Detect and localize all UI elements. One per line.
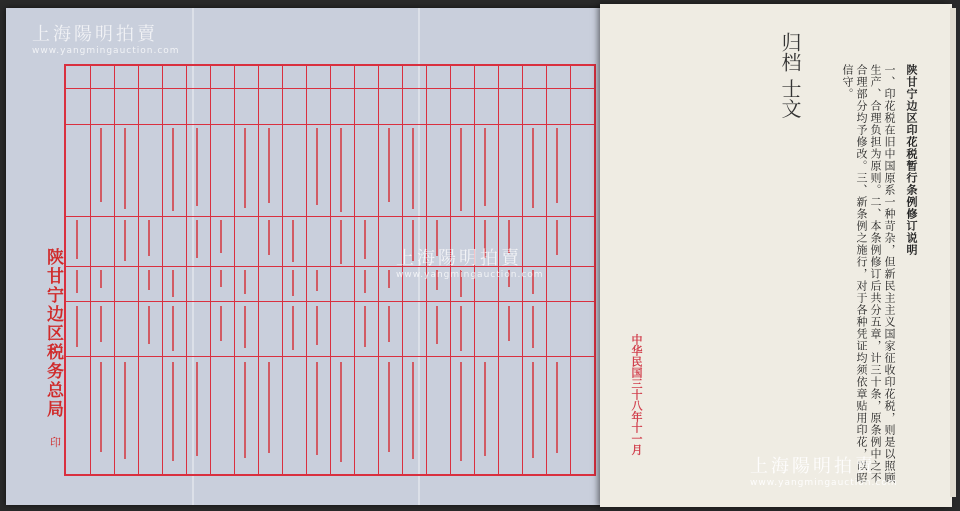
margin-note: 归档 士文 [778, 32, 802, 119]
table-column-rule [306, 66, 307, 474]
watermark-url: www.yangmingauction.com [750, 478, 898, 488]
printed-text-stroke [244, 270, 246, 294]
printed-text-stroke [100, 306, 102, 342]
printed-text-stroke [244, 362, 246, 458]
document-heading: 陕甘宁边区印花税暂行条例修订说明 [905, 64, 918, 256]
printed-text-stroke [364, 306, 366, 347]
printed-text-stroke [292, 270, 294, 296]
printed-text-stroke [340, 128, 342, 212]
printed-text-stroke [244, 128, 246, 208]
watermark-center [396, 244, 544, 280]
printed-text-stroke [172, 362, 174, 461]
table-column-rule [330, 66, 331, 474]
table-column-rule [570, 66, 571, 474]
printed-text-stroke [316, 362, 318, 455]
printed-text-stroke [388, 306, 390, 342]
table-column-rule [258, 66, 259, 474]
printed-text-stroke [340, 362, 342, 462]
watermark-url: www.yangmingauction.com [396, 270, 544, 280]
explanation-sheet [600, 4, 952, 507]
issuer-title: 陕甘宁边区税务总局 [43, 248, 63, 419]
table-column-rule [138, 66, 139, 474]
printed-text-stroke [316, 128, 318, 205]
printed-text-stroke [196, 128, 198, 206]
watermark-brand: 上海陽明拍賣 [750, 456, 876, 477]
printed-text-stroke [268, 362, 270, 453]
table-column-rule [282, 66, 283, 474]
printed-text-stroke [196, 220, 198, 258]
printed-text-stroke [268, 220, 270, 255]
printed-text-stroke [460, 306, 462, 351]
printed-text-stroke [220, 306, 222, 341]
table-column-rule [186, 66, 187, 474]
printed-text-stroke [316, 270, 318, 291]
printed-text-stroke [76, 306, 78, 347]
table-column-rule [210, 66, 211, 474]
printed-text-stroke [556, 128, 558, 203]
printed-text-stroke [364, 220, 366, 259]
watermark-brand: 上海陽明拍賣 [396, 248, 522, 269]
printed-text-stroke [532, 306, 534, 348]
printed-text-stroke [100, 128, 102, 202]
printed-text-stroke [100, 362, 102, 452]
table-column-rule [234, 66, 235, 474]
printed-text-stroke [556, 362, 558, 453]
tax-table-sheet [6, 8, 602, 505]
printed-text-stroke [508, 306, 510, 341]
printed-text-stroke [172, 306, 174, 351]
printed-text-stroke [220, 270, 222, 287]
table-column-rule [162, 66, 163, 474]
printed-text-stroke [124, 128, 126, 209]
printed-text-stroke [268, 128, 270, 203]
table-column-rule [378, 66, 379, 474]
printed-text-stroke [388, 270, 390, 288]
printed-text-stroke [148, 306, 150, 344]
issuer-suffix: 印 [50, 436, 61, 449]
watermark-brand: 上海陽明拍賣 [32, 24, 158, 45]
printed-text-stroke [460, 128, 462, 211]
printed-text-stroke [220, 220, 222, 253]
table-column-rule [90, 66, 91, 474]
printed-text-stroke [172, 128, 174, 211]
printed-text-stroke [124, 220, 126, 261]
table-column-rule [114, 66, 115, 474]
printed-text-stroke [532, 362, 534, 458]
watermark-bottom-right [750, 452, 898, 488]
printed-text-stroke [316, 306, 318, 345]
printed-text-stroke [484, 128, 486, 206]
printed-text-stroke [388, 128, 390, 202]
printed-text-stroke [388, 362, 390, 452]
printed-text-stroke [196, 362, 198, 456]
printed-text-stroke [244, 306, 246, 348]
printed-text-stroke [100, 270, 102, 288]
explanation-text [628, 64, 918, 484]
document-body: 一、印花税在旧中国原系一种苛杂，但新民主主义国家征收印花税，则是以照顾生产、合理负担为原则。二、本条例修订后共分五章，计三十条，原条例中之不合理部分均予修改。三、新条例之施行，对于各种凭证均须依章贴用印花，以昭信守。 [841, 64, 896, 484]
printed-text-stroke [532, 128, 534, 208]
printed-text-stroke [364, 270, 366, 293]
printed-text-stroke [76, 220, 78, 259]
printed-text-stroke [340, 220, 342, 264]
printed-text-stroke [76, 270, 78, 293]
printed-text-stroke [148, 270, 150, 290]
printed-text-stroke [292, 306, 294, 350]
printed-text-stroke [412, 128, 414, 209]
printed-text-stroke [556, 220, 558, 255]
date-stamp: 中华民国三十八年十一月 [630, 334, 643, 455]
table-column-rule [546, 66, 547, 474]
printed-text-stroke [124, 362, 126, 459]
watermark-url: www.yangmingauction.com [32, 46, 180, 56]
printed-text-stroke [436, 306, 438, 344]
table-column-rule [354, 66, 355, 474]
printed-text-stroke [460, 362, 462, 461]
printed-text-stroke [172, 270, 174, 297]
printed-text-stroke [148, 220, 150, 256]
printed-text-stroke [412, 362, 414, 459]
watermark-top-left [32, 20, 180, 56]
printed-text-stroke [484, 362, 486, 456]
sheet-edge [950, 8, 956, 497]
printed-text-stroke [292, 220, 294, 262]
